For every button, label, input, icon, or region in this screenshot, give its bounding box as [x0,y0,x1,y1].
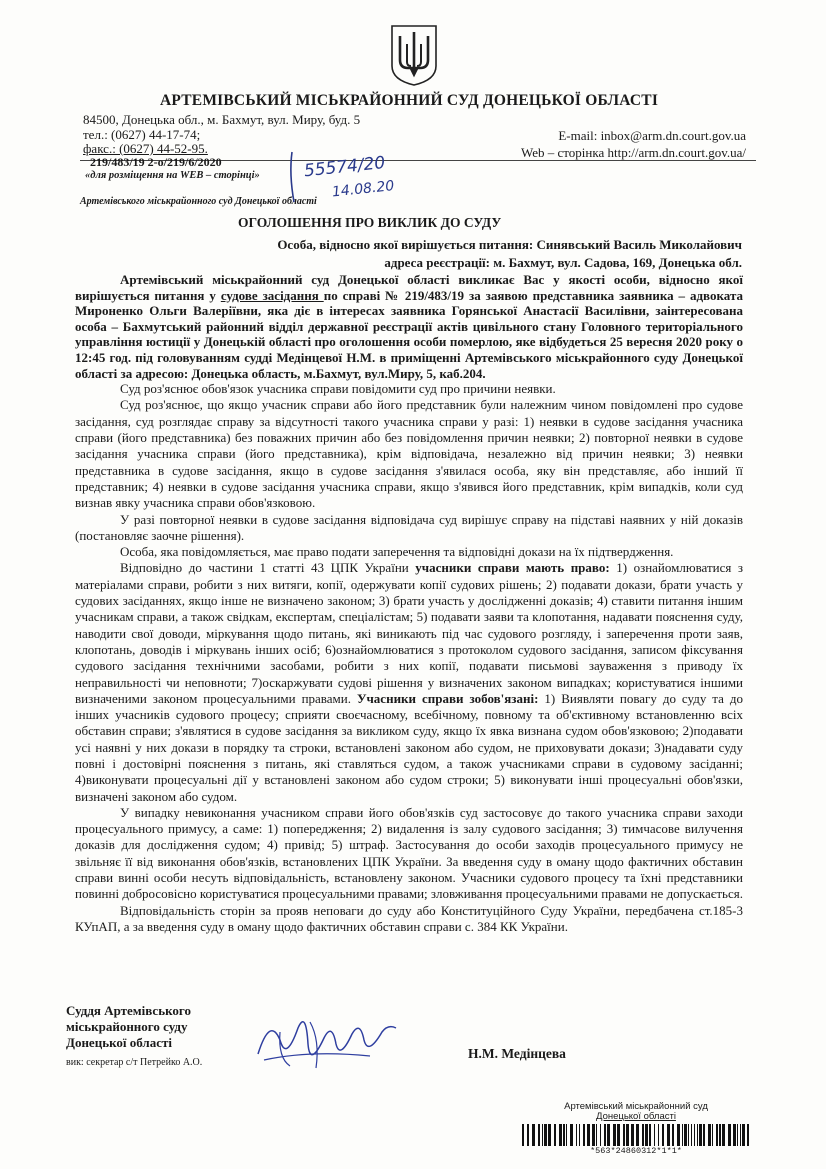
judge-signature-icon [250,1010,400,1072]
svg-text:55574/20: 55574/20 [303,152,387,182]
paragraph-absence-consequences: Суд роз'яснює, що якщо учасник справи або його представник були належним чином повідомлені про судове засідання, суд розглядає справу за відсутності такого учасника справи у разі: 1) неявки в судове засідання учасника справи (його представника) без поважних причин або без повідомлення причин неявки; 2) повторної неявки в судове засідання учасника справи (його представника), крім відповідача, незалежно від причин неявки; 3) неявки представника в судове засідання, якщо в судове засідання з'явилася особа, яку він представляє, або інший її представник; 4) неявки в судове засідання учасника справи, якщо з'явився його представник, крім випадків, коли суд визнав явку учасника справи обов'язковою. [75,397,743,511]
rights-list: 1) ознайомлюватися з матеріалами справи, робити з них витяги, копії, одержувати копії судових рішень; 2) подавати докази, брати участь у судових засіданнях, якщо інше не визначено законом; 3) брати участь у дослідженні доказів; 4) ставити питання іншим учасникам справи, а також свідкам, експертам, спеціалістам; 5) подавати заяви та клопотання, надавати пояснення суду, наводити свої доводи, міркування щодо питань, які виникають під час судового розгляду, і заперечення проти заяв, клопотань, доводів і міркувань інших осіб; 6)ознайомлюватися з протоколом судового засідання, записом фіксування судового засідання технічними засобами, робити з них копії, подавати письмові зауваження з приводу їх неправильності чи неповноти; 7)оскаржувати судові рішення у визначених законом випадках; користуватися іншими визначеними законом процесуальними правами. [75,560,744,706]
court-title: АРТЕМІВСЬКИЙ МІСЬКРАЙОННИЙ СУД ДОНЕЦЬКОЇ ОБЛАСТІ [160,92,659,109]
paragraph-rights-duties [75,560,743,804]
paragraph-objection-right: Особа, яка повідомляється, має право подати заперечення та відповідні докази на їх підтвердження. [120,544,674,560]
barcode-bars [520,1124,752,1146]
handwritten-registration-note [286,148,404,206]
duties-list: 1) Виявляти повагу до суду та до інших учасників судового процесу; сприяти своєчасному, всебічному, повному та об'єктивному встановленню всіх обставин справи; з'являтися в судове засідання за викликом суду, якщо їх явка визнана судом обов'язковою; 2)подавати усі наявні у них докази в порядку та строки, встановлені законом або судом, не приховувати докази; 3)надавати суду повні і достовірні пояснення з питань, які ставляться судом, а також учасниками справи в судовому засіданні; 4)виконувати процесуальні дії у встановлені законом або судом строки; 5) виконувати інші процесуальні обов'язки, визначені законом або судом. [75,690,743,804]
judge-name: Н.М. Медінцева [468,1046,566,1061]
judge-role-line2: міськрайонного суду [66,1019,188,1034]
paragraph-liability: Відповідальність сторін за прояв неповаги до суду або Конституційного Суду України, передбачена ст.185-3 КУпАП, а за введення суду в оману щодо фактичних обставин справи с. 384 КК України. [75,902,743,934]
notice-body [75,272,743,935]
summons-paragraph [75,272,743,381]
paragraph-repeat-absence: У разі повторної неявки в судове засідання відповідача суд вирішує справу на підставі наявних у ній доказів (постановляє заочне рішення). [75,511,743,543]
summons-text-b: по справі № 219/483/19 за заявою представника заявника – адвоката Мироненко Ольги Валеріївни, яка діє в інтересах заявника Горянської Анастасії Василівни, заінтересована особа – Бахмутський районний відділ державної реєстрації актів цивільного стану Головного територіального управління юстиції у Донецькій області про оголошення особи померлою, яке відбудеться 25 вересня 2020 року о 12:45 год. під головуванням судді Медінцевої Н.М. в приміщенні Артемівського міськрайонного суду Донецької області за адресою: Донецька область, м.Бахмут, вул.Миру, 5, каб.204. [75,287,743,381]
summons-text-a: Артемівський міськрайонний суд Донецької області викликає Вас у якості особи, відносно якої вирішується питання у [75,272,743,303]
notice-title: ОГОЛОШЕННЯ ПРО ВИКЛИК ДО СУДУ [238,215,502,230]
web-placement-note: «для розміщення на WEB – сторінці» [85,170,260,181]
person-concerned: Особа, відносно якої вирішується питання: Синявський Василь Миколайович [277,237,742,252]
paragraph-absence-duty: Суд роз'яснює обов'язок учасника справи повідомити суд про причини неявки. [120,381,556,397]
court-fax: факс.: (0627) 44-52-95. [83,141,208,156]
svg-text:14.08.20: 14.08.20 [331,178,395,201]
registration-address: адреса реєстрації: м. Бахмут, вул. Садова, 169, Донецька обл. [384,255,742,270]
executor-note: вик: секретар с/т Петрейко А.О. [66,1057,203,1068]
court-stamp-line: Артемівського міськрайонного суд Донецької області [80,196,317,207]
case-numbers: 219/483/19 2-о/219/6/2020 [90,155,222,169]
barcode-caption: Артемівський міськрайонний суд [564,1101,708,1112]
court-email: E-mail: inbox@arm.dn.court.gov.ua [558,128,746,143]
paragraph-coercion: У випадку невиконання учасником справи його обов'язків суд застосовує до такого учасника справи заходи процесуального примусу, а саме: 1) попередження; 2) видалення із залу судового засідання; 3) тимчасове вилучення доказів для дослідження судом; 4) привід; 5) штраф. Застосування до особи заходів процесуального примусу не звільняє її від виконання обов'язків, встановлених ЦПК України. За введення суду в оману щодо фактичних обставин справи винні особи несуть відповідальність, встановлену законом. Учасники судового процесу та їхні представники повинні добросовісно користуватися процесуальними правами; зловживання процесуальними правами не допускається. [75,804,743,902]
judge-role-line1: Суддя Артемівського [66,1003,191,1018]
rights-heading: учасники справи мають право: [415,560,610,576]
barcode-number: *563*24860312*1*1* [590,1146,682,1156]
court-phone: тел.: (0627) 44-17-74; [83,127,201,142]
barcode-caption-region: Донецької області [596,1111,676,1122]
judge-role [66,1003,191,1051]
judge-role-line3: Донецької області [66,1035,172,1050]
summons-text-underlined: судове засідання [220,287,324,303]
trident-emblem-icon [388,22,440,88]
duties-heading: Учасники справи зобов'язані: [356,690,539,706]
rights-intro: Відповідно до частини 1 статті 43 ЦПК України [120,560,416,576]
document-barcode [520,1102,752,1156]
court-address: 84500, Донецька обл., м. Бахмут, вул. Миру, буд. 5 [83,112,361,127]
court-website: Web – сторінка http://arm.dn.court.gov.ua/ [520,145,746,160]
